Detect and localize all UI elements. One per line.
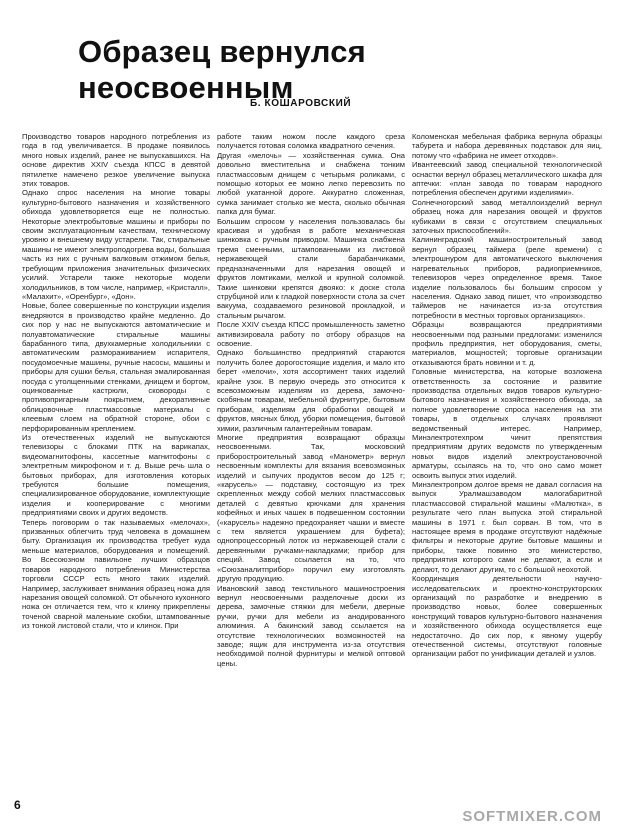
page-number: 6	[14, 798, 21, 812]
paragraph: Солнечногорский завод металлоизделий вернул образец ножа для нарезания овощей и фруктов кубиками в связи с отсутствием специальных заточных приспособлений».	[412, 197, 602, 236]
paragraph: Координация деятельности научно-исследовательских и проектно-конструкторских организаций по разработке и внедрению в производство новых, более совершенных конструкций товаров культурно-бытового назначения и хозяйственного обихода осуществляется еще недостаточно. До сих пор, к явному ущербу отечественной системы, отсутствуют головные организации работ по унификации деталей и узлов.	[412, 574, 602, 659]
paragraph: После XXIV съезда КПСС промышленность заметно активизировала работу по отбору образцов на освоение.	[217, 320, 405, 348]
paragraph: Однако большинство предприятий стараются получить более дорогостоящие изделия, и мало кто берет «мелочи», хотя ассортимент таких изделий крайне узок. В первую очередь это относится к всевозможным изделиям из дерева, замочно-скобяным товарам, мебельной фурнитуре, бытовым приборам, изделиям для обработки овощей и фруктов, мясных блюд, уборки помещения, бытовой химии, различным галантерейным товарам.	[217, 348, 405, 433]
paragraph: Производство товаров народного потребления из года в год увеличивается. В продаже появилось много новых изделий, ранее не выпускавшихся. На основе директив XXIV съезда КПСС в девятой пятилетке намечено резкое увеличение выпуска этих товаров.	[22, 132, 210, 189]
paragraph: Большим спросом у населения пользовалась бы красивая и удобная в работе механическая шинковка с ручным приводом. Машинка снабжена тремя сменными, штампованными из листовой нержавеющей стали барабанчиками, предназначенными для нарезания овощей и фруктов ломтиками, мелкой и крупной соломкой. Такие шинковки крепятся двояко: к доске стола струбциной или к гладкой поверхности стола за счет вакуума, создаваемого резиновой прокладкой, и стальным рычагом.	[217, 216, 405, 320]
paragraph: Калининградский машиностроительный завод вернул образец таймера (реле времени) с электрошнуром для автоматического выключения нагревательных приборов, радиоприемников, телевизоров через определенное время. Такое изделие пользовалось бы большим спросом у населения. Однако завод пишет, что «производство таймеров не начинается из-за отсутствия потребности в местных торговых организациях».	[412, 235, 602, 320]
paragraph: работе таким ножом после каждого среза получается готовая соломка квадратного сечения.	[217, 132, 405, 151]
paragraph: Теперь поговорим о так называемых «мелочах», призванных облегчить труд человека в домашнем быту. Организация их производства требует куда меньше материалов, оборудования и помещений. Во Всесоюзном павильоне лучших образцов товаров народного потребления Министерства торговли СССР есть много таких изделий. Например, заслуживает внимания образец ножа для нарезания овощей соломкой. От обычного кухонного ножа он отличается тем, что к клинку прикреплены точеной сварной маленькие скобки, штампованные из тонкой листовой стали, что и клинок. При	[22, 517, 210, 631]
paragraph: Многие предприятия возвращают образцы неосвоенными. Так, московский приборостроительный завод «Манометр» вернул несвоенным комплекты для вязания всевозможных изделий и сыпучих продуктов весом до 125 г; «карусель» — подставку, состоящую из трех скрепленных между собой мелких пластмассовых деталей с девятью крючками для хранения кофейных и иных чашек в подвешенном состоянии («карусель» надежно предохраняет чашки и вместе с тем является украшением для буфета); однопроцессорный лоток из нержавеющей стали с деревянными ручками-накладками; прибор для специй. Завод ссылается на то, что «Союзаналитприбор» поручил ему изготовлять другую продукцию.	[217, 433, 405, 584]
paragraph: Минэлектропром долгое время не давал согласия на выпуск Уралмашзаводом малогабаритной пластмассовой стиральной машины «Малютка», в результате чего план выпуска этой стиральной машины в 1971 г. был сорван. В том, что в настоящее время в продаже отсутствуют надёжные фильтры и некоторые другие бытовые машины и приборы, также повинно это министерство, предприятия которого сами не делают, а если и делают, то делают другим, то с большой неохотой.	[412, 480, 602, 574]
text-column-3	[412, 132, 602, 794]
paragraph: Новые, более совершенные по конструкции изделия внедряются в производство крайне медленно. До сих пор у нас не выпускаются автоматические и полуавтоматические стиральные машины барабанного типа, двухкамерные холодильники с автоматическим размораживанием испарителя, посудомоечные машины, ручные насосы, машины и приборы для сушки белья, стальная эмалированная посуда с утолщенными стенками, днищем и бортом, оцинкованные кастрюли, сковороды с противопригарным покрытием, декоративные облицовочные пластмассовые материалы с клеевым слоем на обратной стороне, обои с перфорированным креплением.	[22, 301, 210, 433]
article-author: Б. КОШАРОВСКИЙ	[250, 98, 352, 109]
paragraph: Из отечественных изделий не выпускаются телевизоры с блоками ПТК на варикапах, видеомагнитофоны, кассетные магнитофоны с электретным микрофоном и т. д. Выше речь шла о бытовых приборах, для изготовления которых требуются большие помещения, специализированное оборудование, комплектующие изделия и кооперирование с многими предприятиями своих и других ведомств.	[22, 433, 210, 518]
paragraph: Ивантеевский завод специальной технологической оснастки вернул образец металлического шкафа для аптечки: «план завода по товарам народного потребления обеспечен другими изделиями».	[412, 160, 602, 198]
text-column-2	[217, 132, 405, 794]
article-title: Образец вернулся неосвоенным	[78, 34, 366, 105]
paragraph: Другая «мелочь» — хозяйственная сумка. Она довольно вместительна и снабжена тонким пластмассовым днищем с четырьмя роликами, с помощью которых ее можно легко перевозить по любой укатанной дороге. Аккуратно сложенная, сумка занимает столько же места, сколько обычная папка для бумаг.	[217, 150, 405, 217]
text-column-1	[22, 132, 210, 794]
paragraph: Головные министерства, на которые возложена ответственность за состояние и развитие производства отдельных видов товаров культурно-бытового назначения и хозяйственного обихода, за полное удовлетворение спроса населения на эти товары, в отдельных случаях проявляют ведомственный интерес. Например, Минэлектротехпром чинит препятствия предприятиям других ведомств по утвержденным новых видов изделий электроустановочной арматуры, ссылаясь на то, что оно само может освоить выпуск этих изделий.	[412, 367, 602, 480]
paragraph: Образцы возвращаются предприятиями неосвоенными под разными предлогами: изменился профиль предприятия, нет оборудования, сметы, материалов, мощностей; торговые организации отказываются брать новинки и т. д.	[412, 320, 602, 367]
paragraph: Ивановский завод текстильного машиностроения вернул неосвоенными разделочные доски из дерева, замочные стяжки для мебели, дверные ручки, ручки для мебели из анодированного алюминия. А бакинский завод ссылается на отсутствие технологических возможностей на заводе; ящик для инструмента из-за отсутствия необходимой полной фурнитуры и мелкой оптовой цены.	[217, 583, 405, 668]
paragraph: Коломенская мебельная фабрика вернула образцы табурета и набора деревянных подставок для яиц, потому что «фабрика не имеет отходов».	[412, 132, 602, 160]
watermark: SOFTMIXER.COM	[462, 808, 602, 825]
paragraph: Однако спрос населения на многие товары культурно-бытового назначения и хозяйственного обихода удовлетворяется еще не полностью. Некоторые электробытовые машины и приборы по своим эксплуатационным качествам, техническому уровню и внешнему виду устарели. Так, стиральные машины не имеют электроподогрева воды, большая часть из них с ручным валковым отжимом белья, требующим приложения значительных физических усилий. Устарели также некоторые модели холодильников, в том числе, например, «Кристалл», «Малахит», «Оренбург», «Дон».	[22, 188, 210, 301]
